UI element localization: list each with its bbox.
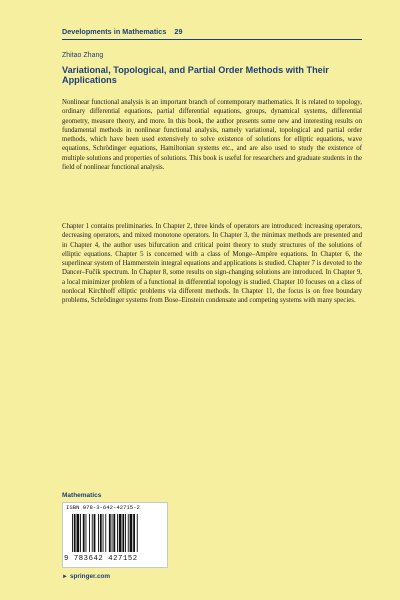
chapters-paragraph: Chapter 1 contains preliminaries. In Chapter 2, three kinds of operators are introduced: increasing operators, decreasing operators, and mixed monotone operators. In Chapter 3, the minimax methods are presented and in Chapter 4, the author uses bifurcation and critical point theory to study structures of the solutions of elliptic equations. Chapter 5 is concerned with a class of Monge–Ampère equations. In Chapter 6, the superlinear system of Hammerstein integral equations and applications is studied. Chapter 7 is devoted to the Dancer–Fučík spectrum. In Chapter 8, some results on sign-changing solutions are introduced. In Chapter 9, a local minimizer problem of a functional in differential topology is studied. Chapter 10 focuses on a class of nonlocal Kirchhoff elliptic problems via different methods. In Chapter 11, the focus is on free boundary problems, Schrödinger systems from Bose–Einstein condensate and competing systems with many species. [62,223,362,305]
subject-label: Mathematics [62,492,102,499]
barcode-bar [83,514,85,552]
barcode-bar [113,514,115,552]
barcode-bar [137,514,138,552]
arrow-right-icon: ► [62,573,68,580]
barcode-bar [94,514,96,552]
series-header [62,27,183,36]
barcode-bar [103,514,104,552]
isbn-text: ISBN 978-3-642-42715-2 [66,504,140,511]
barcode-bar [86,514,87,552]
publisher-url[interactable]: springer.com [69,573,111,580]
barcode-bar [112,514,113,552]
barcode-bar [98,514,99,552]
barcode-bar [74,514,76,552]
ean-number: 9 783642 427152 [64,555,138,563]
barcode-bar [119,514,122,552]
barcode-bar [105,514,106,552]
barcode-bar [92,514,93,552]
barcode-bar [89,514,90,552]
barcode-bar [77,514,80,552]
barcode-bar [125,514,126,552]
publisher-link[interactable] [62,573,110,580]
barcode-bar [100,514,102,552]
series-name: Developments in Mathematics [62,27,167,36]
barcode-bar [109,514,111,552]
barcode-bar [72,514,73,552]
barcode-bar [80,514,81,552]
barcode-bar [117,514,118,552]
book-title: Variational, Topological, and Partial Order Methods with Their Applications [62,65,329,85]
barcode-bar [133,514,135,552]
barcode-bar [128,514,129,552]
barcode-icon [71,514,163,554]
header-rule [62,39,362,40]
description-paragraph: Nonlinear functional analysis is an important branch of contemporary mathematics. It is related to topology, ordinary differential equations, partial differential equations, groups, dynamical systems, differential geometry, measure theory, and more. In this book, the author presents some new and interesting results on fundamental methods in nonlinear functional analysis, namely variational, topological and partial order methods, which have been used extensively to solve existence of solutions for elliptic equations, wave equations, Schrödinger equations, Hamiltonian systems etc., and are also used to study the existence of multiple solutions and properties of solutions. This book is useful for researchers and graduate students in the field of nonlinear functional analysis. [62,99,362,172]
series-volume: 29 [174,27,183,36]
barcode-bar [122,514,124,552]
author-name: Zhitao Zhang [62,52,104,59]
barcode-bar [130,514,133,552]
